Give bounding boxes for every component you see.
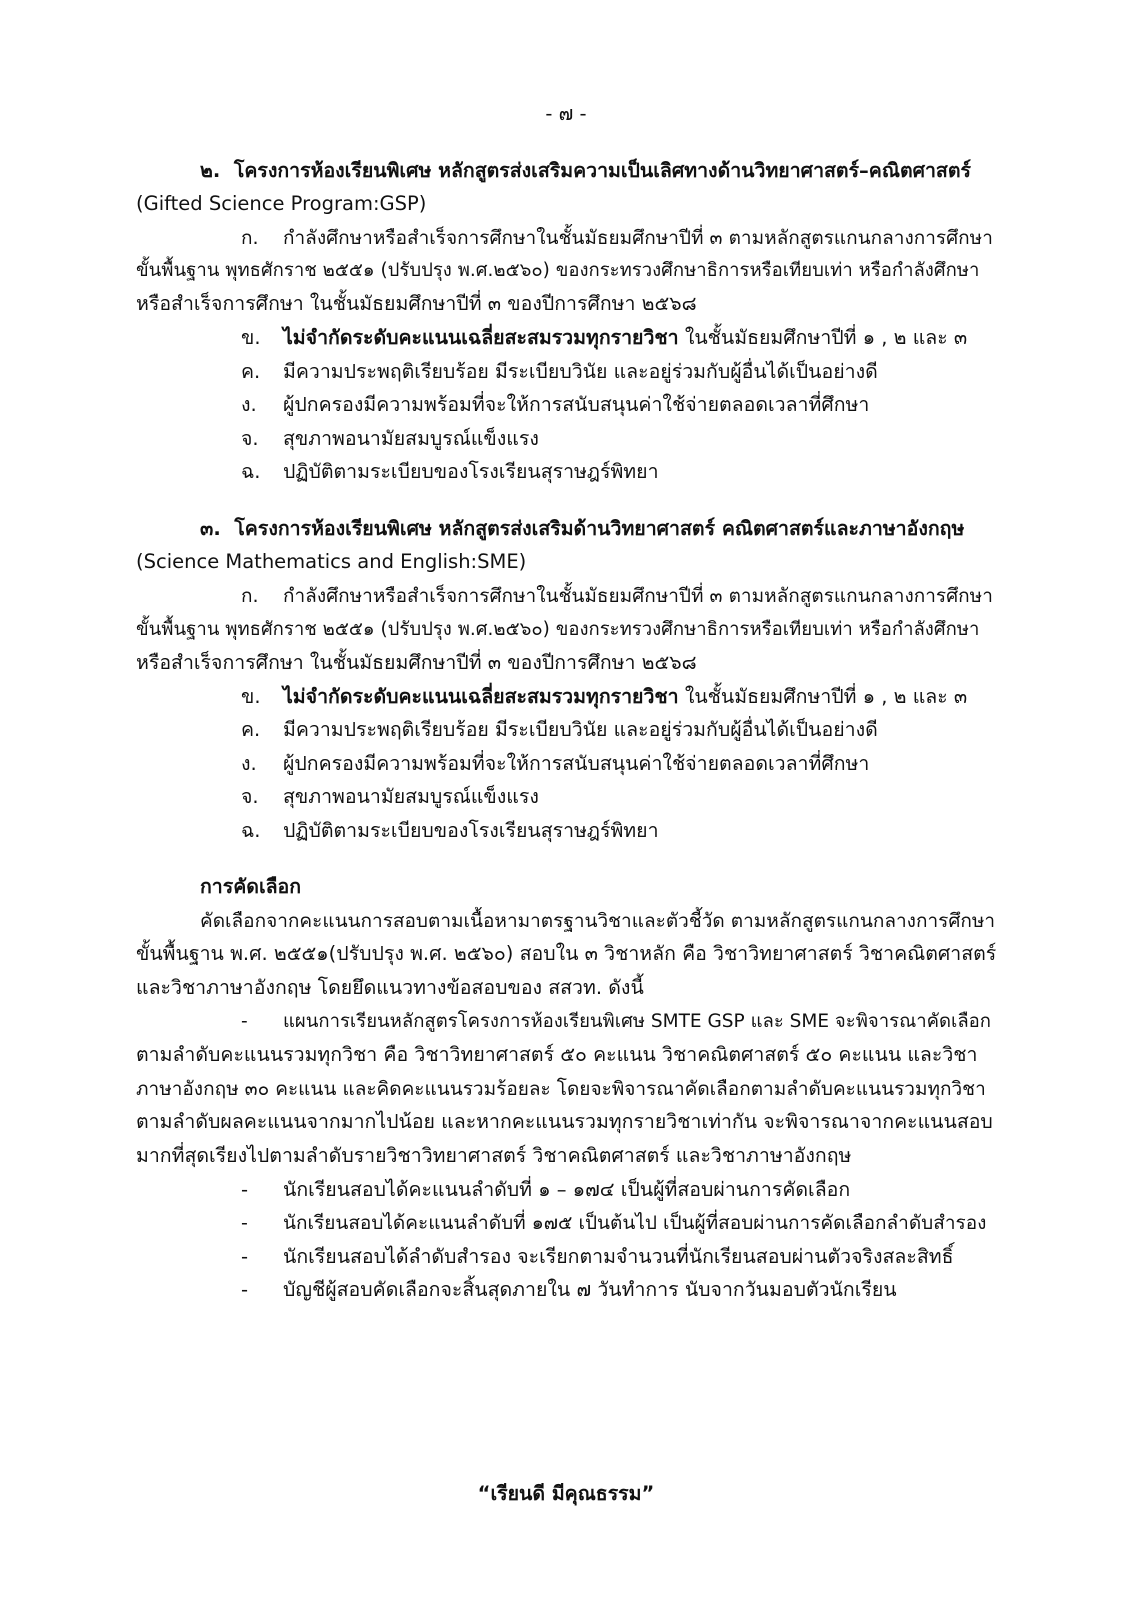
section3-number: ๓. [200,517,221,540]
section2-number: ๒. [200,159,221,182]
selection-para1-line1: คัดเลือกจากคะแนนการสอบตามเนื้อหามาตรฐานวิชาและตัวชี้วัด ตามหลักสูตรแกนกลางการศึกษา [200,910,996,932]
section2-item-b [241,321,1001,355]
dash-marker: - [241,1212,248,1234]
section3-heading [200,512,996,546]
section2-item-a-line1 [241,221,996,255]
bullet-text: บัญชีผู้สอบคัดเลือกจะสิ้นสุดภายใน ๗ วันทำการ นับจากวันมอบตัวนักเรียน [283,1278,897,1301]
section3-item-f [241,814,1001,848]
bullet-text: นักเรียนสอบได้ลำดับสำรอง จะเรียกตามจำนวนที่นักเรียนสอบผ่านตัวจริงสละสิทธิ์ [283,1245,954,1268]
item-label: ข. [241,326,261,349]
selection-para2-line3: ภาษาอังกฤษ ๓๐ คะแนน และคิดคะแนนรวมร้อยละ โดยจะพิจารณาคัดเลือกตามลำดับคะแนนรวมทุกวิชา [136,1078,986,1100]
item-text: กำลังศึกษาหรือสำเร็จการศึกษาในชั้นมัธยมศึกษาปีที่ ๓ ตามหลักสูตรแกนกลางการศึกษา [283,585,993,607]
bullet-text: นักเรียนสอบได้คะแนนลำดับที่ ๑ – ๑๗๔ เป็นผู้ที่สอบผ่านการคัดเลือก [283,1178,851,1201]
item-text: ผู้ปกครองมีความพร้อมที่จะให้การสนับสนุนค่าใช้จ่ายตลอดเวลาที่ศึกษา [283,752,870,775]
dash-marker: - [241,1011,248,1032]
section3-item-a-line2: ขั้นพื้นฐาน พุทธศักราช ๒๕๕๑ (ปรับปรุง พ.ศ.๒๕๖๐) ของกระทรวงศึกษาธิการหรือเทียบเท่า หรือกำลังศึกษา [136,619,980,640]
item-text: มีความประพฤติเรียบร้อย มีระเบียบวินัย และอยู่ร่วมกับผู้อื่นได้เป็นอย่างดี [283,718,878,741]
section3-item-d [241,747,1001,781]
item-label: ค. [241,718,261,741]
section2-item-c [241,355,1001,389]
item-text: ปฏิบัติตามระเบียบของโรงเรียนสุราษฎร์พิทยา [283,819,659,842]
selection-bullet-1 [241,1173,1001,1207]
dash-marker: - [241,1245,249,1268]
section2-title: โครงการห้องเรียนพิเศษ หลักสูตรส่งเสริมความเป็นเลิศทางด้านวิทยาศาสตร์–คณิตศาสตร์ [233,159,971,182]
item-label: ฉ. [241,819,261,842]
page-number: - ๗ - [545,102,587,125]
footer-motto-text: “เรียนดี มีคุณธรรม” [477,1482,655,1505]
item-text: ผู้ปกครองมีความพร้อมที่จะให้การสนับสนุนค่าใช้จ่ายตลอดเวลาที่ศึกษา [283,393,870,416]
selection-para2-line1 [241,1005,1001,1039]
section3-item-a-line1 [241,579,996,613]
item-text: สุขภาพอนามัยสมบูรณ์แข็งแรง [283,427,539,450]
section2-item-f [241,455,1001,489]
section3-item-e [241,780,1001,814]
item-label: ก. [241,585,259,607]
item-text: กำลังศึกษาหรือสำเร็จการศึกษาในชั้นมัธยมศึกษาปีที่ ๓ ตามหลักสูตรแกนกลางการศึกษา [283,227,993,249]
section3-item-b [241,680,1001,714]
dash-marker: - [241,1278,249,1301]
section2-item-a-line2: ขั้นพื้นฐาน พุทธศักราช ๒๕๕๑ (ปรับปรุง พ.ศ.๒๕๖๐) ของกระทรวงศึกษาธิการหรือเทียบเท่า หรือกำลังศึกษา [136,260,980,281]
section2-heading [200,154,996,188]
item-bold-text: ไม่จำกัดระดับคะแนนเฉลี่ยสะสมรวมทุกรายวิชา [283,326,679,349]
item-label: ค. [241,360,261,383]
selection-bullet-2 [241,1206,1001,1240]
bullet-text: นักเรียนสอบได้คะแนนลำดับที่ ๑๗๕ เป็นต้นไป เป็นผู้ที่สอบผ่านการคัดเลือกลำดับสำรอง [283,1212,987,1234]
selection-bullet-3 [241,1240,1001,1274]
item-label: ง. [241,752,257,775]
section3-item-a-line3: หรือสำเร็จการศึกษา ในชั้นมัธยมศึกษาปีที่ ๓ ของปีการศึกษา ๒๕๖๘ [136,651,697,674]
para-text: แผนการเรียนหลักสูตรโครงการห้องเรียนพิเศษ SMTE GSP และ SME จะพิจารณาคัดเลือก [283,1011,991,1032]
selection-para2-line2: ตามลำดับคะแนนรวมทุกวิชา คือ วิชาวิทยาศาสตร์ ๕๐ คะแนน วิชาคณิตศาสตร์ ๕๐ คะแนน และวิชา [136,1043,978,1066]
selection-heading-text: การคัดเลือก [200,875,302,898]
section3-item-c [241,713,1001,747]
item-label: จ. [241,785,259,808]
item-label: ก. [241,227,259,249]
item-text: ในชั้นมัธยมศึกษาปีที่ ๑ , ๒ และ ๓ [678,326,968,349]
section2-item-d [241,388,1001,422]
selection-para1-line3: และวิชาภาษาอังกฤษ โดยยึดแนวทางข้อสอบของ สสวท. ดังนี้ [136,976,644,999]
section2-item-a-line3: หรือสำเร็จการศึกษา ในชั้นมัธยมศึกษาปีที่ ๓ ของปีการศึกษา ๒๕๖๘ [136,292,697,315]
item-text: ปฏิบัติตามระเบียบของโรงเรียนสุราษฎร์พิทยา [283,460,659,483]
selection-para2-line5: มากที่สุดเรียงไปตามลำดับรายวิชาวิทยาศาสตร์ วิชาคณิตศาสตร์ และวิชาภาษาอังกฤษ [136,1144,852,1167]
item-text: มีความประพฤติเรียบร้อย มีระเบียบวินัย และอยู่ร่วมกับผู้อื่นได้เป็นอย่างดี [283,360,878,383]
item-label: จ. [241,427,259,450]
section3-heading-en: (Science Mathematics and English:SME) [136,550,527,573]
item-label: ฉ. [241,460,261,483]
item-text: ในชั้นมัธยมศึกษาปีที่ ๑ , ๒ และ ๓ [678,685,968,708]
section2-heading-en: (Gifted Science Program:GSP) [136,192,427,215]
selection-para2-line4: ตามลำดับผลคะแนนจากมากไปน้อย และหากคะแนนรวมทุกรายวิชาเท่ากัน จะพิจารณาจากคะแนนสอบ [136,1110,993,1133]
item-bold-text: ไม่จำกัดระดับคะแนนเฉลี่ยสะสมรวมทุกรายวิชา [283,685,679,708]
selection-heading [200,870,996,904]
selection-para1-line2: ขั้นพื้นฐาน พ.ศ. ๒๕๕๑(ปรับปรุง พ.ศ. ๒๕๖๐) สอบใน ๓ วิชาหลัก คือ วิชาวิทยาศาสตร์ วิชาคณิตศาสตร์ [136,942,997,965]
dash-marker: - [241,1178,249,1201]
selection-bullet-4 [241,1273,1001,1307]
section3-title: โครงการห้องเรียนพิเศษ หลักสูตรส่งเสริมด้านวิทยาศาสตร์ คณิตศาสตร์และภาษาอังกฤษ [234,517,965,540]
section2-item-e [241,422,1001,456]
item-text: สุขภาพอนามัยสมบูรณ์แข็งแรง [283,785,539,808]
footer-motto [0,1477,1132,1511]
item-label: ง. [241,393,257,416]
item-label: ข. [241,685,261,708]
